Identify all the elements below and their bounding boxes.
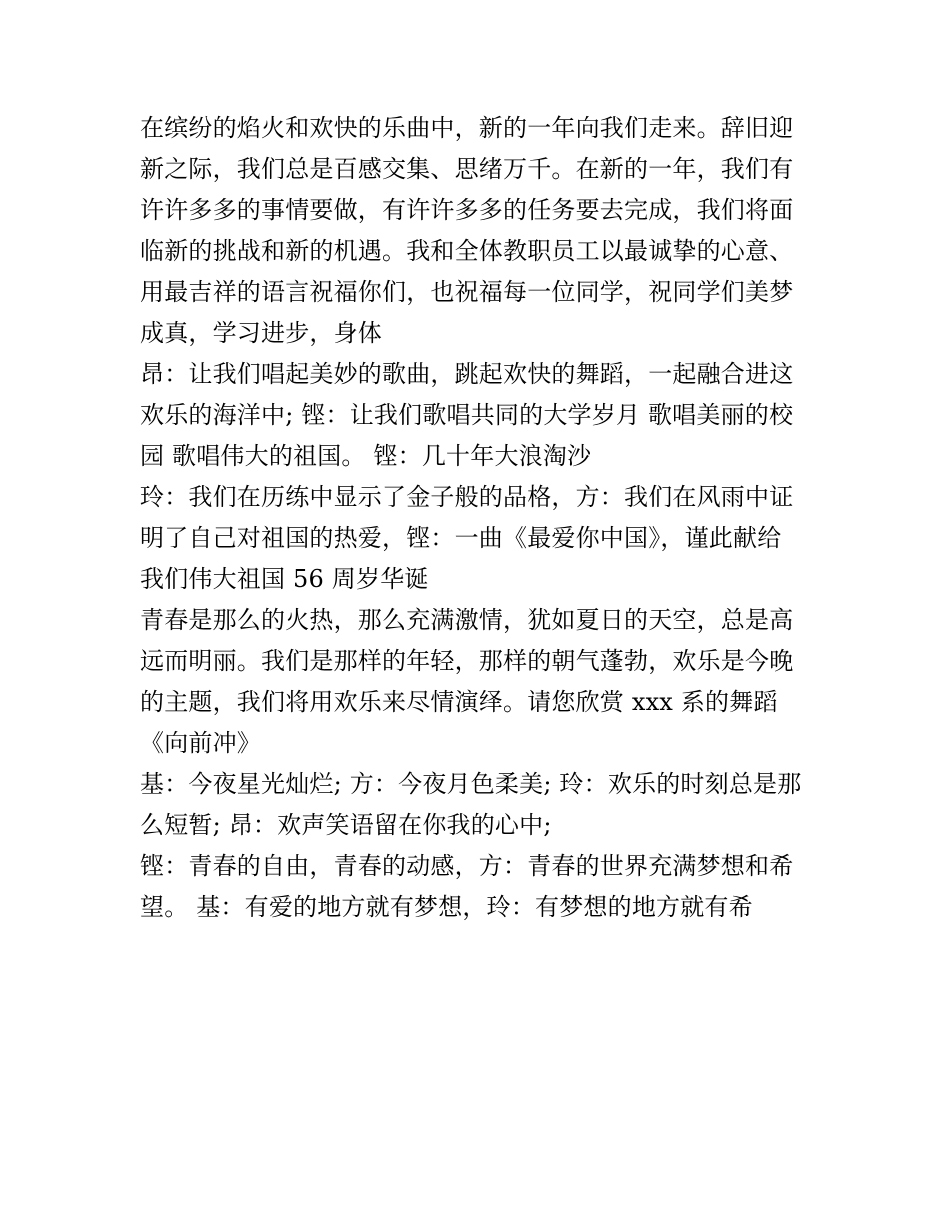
text-line: 望。 基：有爱的地方就有梦想，玲：有梦想的地方就有希 (140, 893, 753, 921)
text-line: 明了自己对祖国的热爱，铿：一曲《最爱你中国》，谨此献给 (140, 524, 782, 552)
text-line: 临新的挑战和新的机遇。我和全体教职员工以最诚挚的心意、 (140, 237, 794, 265)
text-line: 用最吉祥的语言祝福你们，也祝福每一位同学，祝同学们美梦 (140, 278, 794, 306)
text-line: 《向前冲》 (140, 729, 261, 757)
text-line: 么短暂; 昂：欢声笑语留在你我的心中; (140, 811, 552, 839)
text-line: 园 歌唱伟大的祖国。 铿：几十年大浪淘沙 (140, 442, 592, 470)
text-line: 我们伟大祖国 56 周岁华诞 (140, 565, 429, 593)
text-line: 的主题，我们将用欢乐来尽情演绎。请您欣赏 xxx 系的舞蹈 (140, 688, 778, 716)
text-line: 欢乐的海洋中; 铿：让我们歌唱共同的大学岁月 歌唱美丽的校 (140, 401, 794, 429)
text-line: 在缤纷的焰火和欢快的乐曲中，新的一年向我们走来。辞旧迎 (140, 114, 794, 142)
text-line: 青春是那么的火热，那么充满激情，犹如夏日的天空，总是高 (140, 606, 794, 634)
document-body (140, 108, 820, 928)
text-line: 基：今夜星光灿烂; 方：今夜月色柔美; 玲：欢乐的时刻总是那 (140, 770, 802, 798)
text-line: 新之际，我们总是百感交集、思绪万千。在新的一年，我们有 (140, 155, 794, 183)
text-line: 铿：青春的自由，青春的动感，方：青春的世界充满梦想和希 (140, 852, 794, 880)
text-line: 昂：让我们唱起美妙的歌曲，跳起欢快的舞蹈，一起融合进这 (140, 360, 794, 388)
text-line: 成真，学习进步，身体 (140, 319, 382, 347)
text-line: 远而明丽。我们是那样的年轻，那样的朝气蓬勃，欢乐是今晚 (140, 647, 794, 675)
text-line: 玲：我们在历练中显示了金子般的品格，方：我们在风雨中证 (140, 483, 794, 511)
text-line: 许许多多的事情要做，有许许多多的任务要去完成，我们将面 (140, 196, 794, 224)
